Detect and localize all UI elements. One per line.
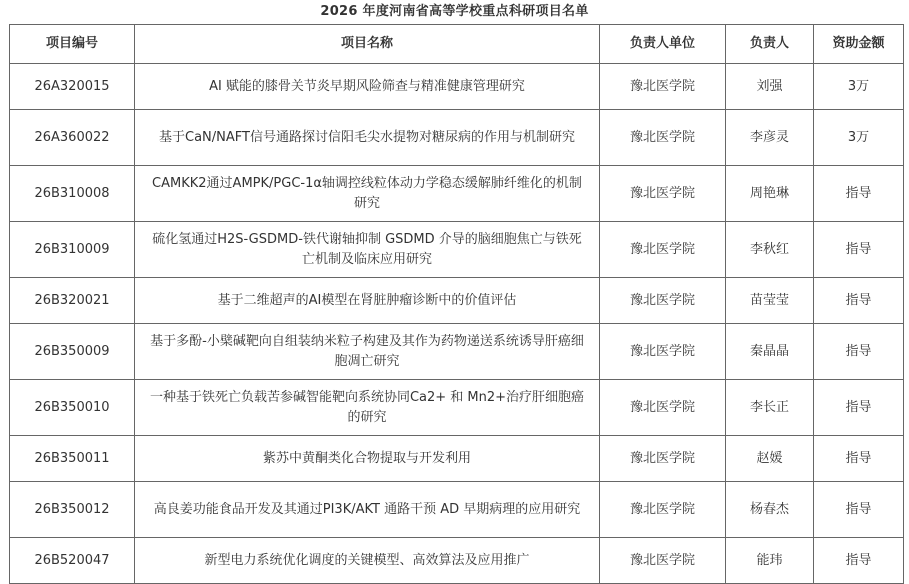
cell-unit: 豫北医学院 xyxy=(600,166,726,222)
cell-leader: 赵媛 xyxy=(726,436,814,482)
cell-unit: 豫北医学院 xyxy=(600,538,726,584)
cell-name: AI 赋能的膝骨关节炎早期风险筛查与精准健康管理研究 xyxy=(135,64,600,110)
cell-funding: 3万 xyxy=(814,110,904,166)
cell-funding: 指导 xyxy=(814,278,904,324)
cell-unit: 豫北医学院 xyxy=(600,222,726,278)
cell-funding: 指导 xyxy=(814,380,904,436)
cell-code: 26B310008 xyxy=(10,166,135,222)
cell-name: 紫苏中黄酮类化合物提取与开发利用 xyxy=(135,436,600,482)
table-header-row xyxy=(10,25,904,64)
cell-code: 26B350010 xyxy=(10,380,135,436)
cell-unit: 豫北医学院 xyxy=(600,64,726,110)
header-funding: 资助金额 xyxy=(814,25,904,64)
cell-leader: 李秋红 xyxy=(726,222,814,278)
page-title: 2026 年度河南省高等学校重点科研项目名单 xyxy=(320,4,589,19)
cell-code: 26B320021 xyxy=(10,278,135,324)
cell-funding: 指导 xyxy=(814,324,904,380)
cell-leader: 杨春杰 xyxy=(726,482,814,538)
table-row xyxy=(10,482,904,538)
table-row xyxy=(10,538,904,584)
cell-code: 26B350011 xyxy=(10,436,135,482)
table-row xyxy=(10,278,904,324)
table-row xyxy=(10,166,904,222)
cell-code: 26B350009 xyxy=(10,324,135,380)
cell-leader: 李长正 xyxy=(726,380,814,436)
cell-code: 26B310009 xyxy=(10,222,135,278)
table-row xyxy=(10,110,904,166)
table-row xyxy=(10,436,904,482)
header-leader: 负责人 xyxy=(726,25,814,64)
cell-name: 基于二维超声的AI模型在肾脏肿瘤诊断中的价值评估 xyxy=(135,278,600,324)
table-row xyxy=(10,380,904,436)
cell-name: 一种基于铁死亡负载苦参碱智能靶向系统协同Ca2+ 和 Mn2+治疗肝细胞癌的研究 xyxy=(135,380,600,436)
header-code: 项目编号 xyxy=(10,25,135,64)
project-table xyxy=(9,24,904,584)
cell-name: 硫化氢通过H2S-GSDMD-铁代谢轴抑制 GSDMD 介导的脑细胞焦亡与铁死亡机制及临床应用研究 xyxy=(135,222,600,278)
cell-name: CAMKK2通过AMPK/PGC-1α轴调控线粒体动力学稳态缓解肺纤维化的机制研究 xyxy=(135,166,600,222)
cell-name: 基于多酚-小檗碱靶向自组装纳米粒子构建及其作为药物递送系统诱导肝癌细胞凋亡研究 xyxy=(135,324,600,380)
cell-unit: 豫北医学院 xyxy=(600,380,726,436)
cell-unit: 豫北医学院 xyxy=(600,436,726,482)
cell-funding: 指导 xyxy=(814,482,904,538)
cell-code: 26B520047 xyxy=(10,538,135,584)
cell-unit: 豫北医学院 xyxy=(600,110,726,166)
cell-leader: 刘强 xyxy=(726,64,814,110)
cell-funding: 指导 xyxy=(814,436,904,482)
cell-funding: 指导 xyxy=(814,222,904,278)
table-row xyxy=(10,324,904,380)
cell-code: 26A320015 xyxy=(10,64,135,110)
cell-code: 26B350012 xyxy=(10,482,135,538)
cell-name: 新型电力系统优化调度的关键模型、高效算法及应用推广 xyxy=(135,538,600,584)
cell-unit: 豫北医学院 xyxy=(600,482,726,538)
header-unit: 负责人单位 xyxy=(600,25,726,64)
cell-leader: 李彦灵 xyxy=(726,110,814,166)
table-row xyxy=(10,222,904,278)
cell-name: 基于CaN/NAFT信号通路探讨信阳毛尖水提物对糖尿病的作用与机制研究 xyxy=(135,110,600,166)
table-row xyxy=(10,64,904,110)
cell-name: 高良姜功能食品开发及其通过PI3K/AKT 通路干预 AD 早期病理的应用研究 xyxy=(135,482,600,538)
cell-funding: 指导 xyxy=(814,166,904,222)
cell-leader: 秦晶晶 xyxy=(726,324,814,380)
cell-funding: 3万 xyxy=(814,64,904,110)
cell-leader: 周艳琳 xyxy=(726,166,814,222)
cell-leader: 苗莹莹 xyxy=(726,278,814,324)
cell-unit: 豫北医学院 xyxy=(600,278,726,324)
cell-funding: 指导 xyxy=(814,538,904,584)
cell-unit: 豫北医学院 xyxy=(600,324,726,380)
cell-leader: 能玮 xyxy=(726,538,814,584)
header-name: 项目名称 xyxy=(135,25,600,64)
cell-code: 26A360022 xyxy=(10,110,135,166)
